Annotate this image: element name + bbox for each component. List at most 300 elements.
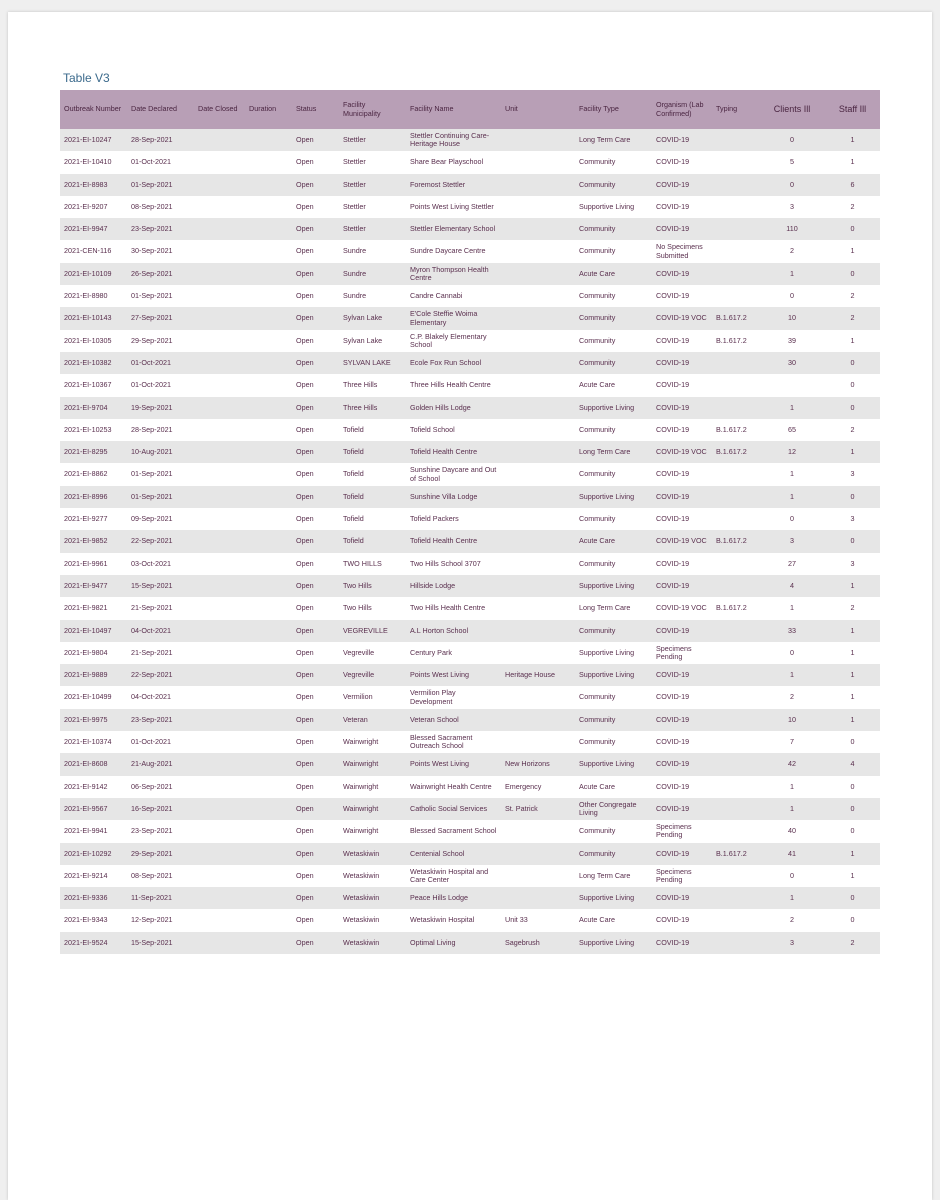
cell-typing: B.1.617.2 (716, 848, 747, 858)
cell-unit (501, 374, 575, 396)
table-row (60, 463, 880, 485)
cell-typing (712, 352, 759, 374)
cell-clients-ill: 33 (788, 625, 796, 635)
table-row (60, 530, 880, 552)
cell-status: Open (296, 781, 314, 791)
cell-facility-name: Veteran School (410, 714, 459, 724)
table-row (60, 441, 880, 463)
cell-staff-ill: 2 (850, 937, 855, 947)
cell-clients-ill: 2 (790, 915, 794, 925)
cell-date-declared: 29-Sep-2021 (131, 335, 173, 345)
cell-facility-municipality: Wainwright (343, 759, 379, 769)
cell-date-closed (194, 709, 245, 731)
cell-clients-ill: 30 (788, 357, 796, 367)
cell-typing (712, 174, 759, 196)
cell-unit (501, 731, 575, 753)
table-row (60, 865, 880, 887)
cell-duration (245, 932, 292, 954)
cell-facility-municipality: Sundre (343, 246, 367, 256)
cell-organism: COVID-19 (656, 291, 690, 301)
cell-facility-type: Community (579, 335, 616, 345)
cell-facility-name: Tofield School (410, 424, 455, 434)
cell-staff-ill: 0 (850, 380, 855, 390)
cell-unit (501, 419, 575, 441)
cell-date-closed (194, 374, 245, 396)
cell-outbreak-number: 2021-EI-9277 (64, 514, 108, 524)
cell-facility-municipality: Three Hills (343, 380, 378, 390)
cell-status: Open (296, 514, 314, 524)
cell-clients-ill: 2 (790, 246, 794, 256)
cell-typing: B.1.617.2 (716, 424, 747, 434)
cell-facility-type: Community (579, 424, 616, 434)
cell-date-closed (194, 151, 245, 173)
cell-typing: B.1.617.2 (716, 335, 747, 345)
cell-status: Open (296, 625, 314, 635)
cell-status: Open (296, 670, 314, 680)
cell-outbreak-number: 2021-EI-8608 (64, 759, 108, 769)
cell-clients-ill: 110 (786, 224, 798, 234)
cell-facility-type: Community (579, 157, 616, 167)
col-facility-name: Facility Name (410, 104, 454, 114)
cell-unit: Heritage House (505, 670, 555, 680)
cell-unit (501, 820, 575, 842)
cell-duration (245, 575, 292, 597)
cell-date-declared: 26-Sep-2021 (131, 268, 173, 278)
cell-date-declared: 04-Oct-2021 (131, 692, 171, 702)
cell-duration (245, 151, 292, 173)
cell-status: Open (296, 937, 314, 947)
cell-facility-name: Sunshine Villa Lodge (410, 491, 478, 501)
cell-facility-municipality: Tofield (343, 491, 364, 501)
table-row (60, 575, 880, 597)
cell-typing (712, 620, 759, 642)
cell-status: Open (296, 179, 314, 189)
cell-facility-name: Golden Hills Lodge (410, 402, 471, 412)
cell-status: Open (296, 447, 314, 457)
cell-outbreak-number: 2021-EI-9477 (64, 580, 108, 590)
cell-organism: Specimens Pending (656, 866, 692, 884)
cell-facility-name: Catholic Social Services (410, 803, 488, 813)
cell-date-declared: 01-Sep-2021 (131, 291, 173, 301)
cell-clients-ill: 39 (788, 335, 796, 345)
cell-staff-ill: 3 (850, 469, 855, 479)
cell-duration (245, 441, 292, 463)
cell-date-declared: 06-Sep-2021 (131, 781, 173, 791)
cell-unit: Unit 33 (505, 915, 528, 925)
cell-facility-name: Points West Living Stettler (410, 201, 494, 211)
cell-facility-name: Three Hills Health Centre (410, 380, 491, 390)
cell-duration (245, 843, 292, 865)
cell-date-closed (194, 441, 245, 463)
cell-facility-municipality: Tofield (343, 447, 364, 457)
cell-duration (245, 419, 292, 441)
cell-outbreak-number: 2021-EI-9142 (64, 781, 108, 791)
cell-facility-municipality: Sundre (343, 268, 367, 278)
cell-facility-name: Tofield Packers (410, 514, 459, 524)
cell-staff-ill: 0 (850, 781, 855, 791)
cell-outbreak-number: 2021-EI-9336 (64, 893, 108, 903)
cell-outbreak-number: 2021-EI-9947 (64, 224, 108, 234)
cell-status: Open (296, 803, 314, 813)
cell-facility-type: Community (579, 514, 616, 524)
cell-outbreak-number: 2021-EI-9852 (64, 536, 108, 546)
cell-facility-type: Community (579, 848, 616, 858)
cell-clients-ill: 3 (790, 536, 794, 546)
cell-facility-municipality: Three Hills (343, 402, 378, 412)
cell-facility-type: Community (579, 826, 616, 836)
cell-typing (712, 575, 759, 597)
cell-organism: COVID-19 (656, 737, 690, 747)
cell-duration (245, 129, 292, 151)
cell-date-closed (194, 352, 245, 374)
table-row (60, 932, 880, 954)
cell-status: Open (296, 580, 314, 590)
cell-staff-ill: 1 (850, 157, 855, 167)
cell-organism: COVID-19 (656, 491, 690, 501)
cell-clients-ill: 65 (788, 424, 796, 434)
cell-clients-ill: 1 (790, 402, 794, 412)
cell-outbreak-number: 2021-EI-10367 (64, 380, 112, 390)
cell-status: Open (296, 491, 314, 501)
cell-staff-ill: 1 (850, 246, 855, 256)
cell-facility-type: Community (579, 179, 616, 189)
cell-organism: COVID-19 (656, 157, 690, 167)
cell-organism: COVID-19 (656, 670, 690, 680)
cell-unit (501, 285, 575, 307)
cell-facility-name: Ecole Fox Run School (410, 357, 482, 367)
cell-unit (501, 397, 575, 419)
cell-duration (245, 352, 292, 374)
cell-typing (712, 218, 759, 240)
cell-date-closed (194, 865, 245, 887)
cell-duration (245, 530, 292, 552)
cell-unit (501, 151, 575, 173)
cell-date-closed (194, 731, 245, 753)
cell-clients-ill: 0 (790, 647, 794, 657)
cell-facility-name: Two Hills School 3707 (410, 558, 481, 568)
cell-typing (712, 865, 759, 887)
cell-facility-municipality: Stettler (343, 135, 366, 144)
cell-outbreak-number: 2021-EI-8980 (64, 291, 108, 301)
col-status: Status (296, 104, 317, 114)
cell-date-closed (194, 843, 245, 865)
cell-unit: New Horizons (505, 759, 550, 769)
cell-date-declared: 12-Sep-2021 (131, 915, 173, 925)
cell-date-declared: 28-Sep-2021 (131, 135, 173, 144)
cell-status: Open (296, 893, 314, 903)
table-row (60, 731, 880, 753)
header-row (60, 90, 880, 129)
cell-date-declared: 21-Aug-2021 (131, 759, 173, 769)
cell-typing (712, 463, 759, 485)
cell-duration (245, 597, 292, 619)
table-row (60, 218, 880, 240)
cell-date-closed (194, 887, 245, 909)
cell-staff-ill: 2 (850, 313, 855, 323)
cell-facility-name: Wetaskiwin Hospital and Care Center (410, 866, 489, 884)
cell-facility-municipality: TWO HILLS (343, 558, 382, 568)
cell-duration (245, 731, 292, 753)
cell-facility-type: Acute Care (579, 536, 615, 546)
cell-outbreak-number: 2021-EI-9207 (64, 201, 108, 211)
cell-duration (245, 620, 292, 642)
cell-staff-ill: 2 (850, 603, 855, 613)
cell-unit (501, 486, 575, 508)
cell-organism: COVID-19 (656, 803, 690, 813)
cell-clients-ill: 3 (790, 201, 794, 211)
cell-typing (712, 397, 759, 419)
col-facility-type: Facility Type (579, 104, 619, 114)
cell-typing (712, 686, 759, 708)
col-duration: Duration (249, 104, 277, 114)
cell-staff-ill: 0 (850, 491, 855, 501)
cell-unit (501, 575, 575, 597)
cell-staff-ill: 0 (850, 224, 855, 234)
cell-facility-type: Long Term Care (579, 135, 631, 144)
cell-facility-name: Blessed Sacrament School (410, 826, 497, 836)
cell-date-declared: 01-Oct-2021 (131, 357, 171, 367)
cell-organism: COVID-19 VOC (656, 313, 707, 323)
cell-outbreak-number: 2021-EI-8862 (64, 469, 108, 479)
cell-unit: St. Patrick (505, 803, 538, 813)
cell-facility-type: Community (579, 313, 616, 323)
cell-date-declared: 21-Sep-2021 (131, 603, 173, 613)
cell-facility-type: Long Term Care (579, 603, 631, 613)
cell-facility-type: Supportive Living (579, 402, 635, 412)
cell-facility-name: Share Bear Playschool (410, 157, 484, 167)
cell-facility-municipality: Stettler (343, 179, 366, 189)
table-row (60, 174, 880, 196)
cell-date-closed (194, 218, 245, 240)
cell-typing (712, 932, 759, 954)
cell-facility-municipality: Vegreville (343, 670, 375, 680)
cell-date-closed (194, 664, 245, 686)
cell-facility-type: Community (579, 224, 616, 234)
cell-facility-name: E'Cole Steffie Woima Elementary (410, 309, 478, 327)
cell-unit (501, 174, 575, 196)
cell-facility-type: Acute Care (579, 781, 615, 791)
table-row (60, 642, 880, 664)
table-row (60, 419, 880, 441)
cell-clients-ill: 1 (790, 670, 794, 680)
cell-date-declared: 21-Sep-2021 (131, 647, 173, 657)
cell-staff-ill: 1 (850, 848, 855, 858)
cell-date-closed (194, 686, 245, 708)
cell-date-closed (194, 753, 245, 775)
cell-typing (712, 240, 759, 262)
cell-staff-ill: 1 (850, 670, 855, 680)
cell-outbreak-number: 2021-EI-8295 (64, 447, 108, 457)
cell-status: Open (296, 313, 314, 323)
cell-typing: B.1.617.2 (716, 536, 747, 546)
cell-typing (712, 642, 759, 664)
cell-typing (712, 709, 759, 731)
cell-organism: COVID-19 (656, 848, 690, 858)
cell-duration (245, 664, 292, 686)
cell-facility-type: Supportive Living (579, 937, 635, 947)
cell-duration (245, 174, 292, 196)
table-row (60, 263, 880, 285)
cell-facility-name: Tofield Health Centre (410, 447, 478, 457)
cell-date-declared: 01-Oct-2021 (131, 737, 171, 747)
cell-date-declared: 23-Sep-2021 (131, 826, 173, 836)
cell-typing (712, 909, 759, 931)
cell-organism: Specimens Pending (656, 822, 692, 840)
cell-unit (501, 441, 575, 463)
cell-unit (501, 240, 575, 262)
table-row (60, 753, 880, 775)
cell-facility-name: Centenial School (410, 848, 465, 858)
cell-organism: COVID-19 (656, 380, 690, 390)
cell-status: Open (296, 357, 314, 367)
cell-outbreak-number: 2021-EI-9524 (64, 937, 108, 947)
cell-unit (501, 330, 575, 352)
cell-facility-type: Supportive Living (579, 670, 635, 680)
cell-clients-ill: 0 (790, 179, 794, 189)
cell-outbreak-number: 2021-EI-9214 (64, 870, 108, 880)
cell-facility-type: Community (579, 625, 616, 635)
table-row (60, 285, 880, 307)
cell-facility-type: Supportive Living (579, 580, 635, 590)
cell-status: Open (296, 558, 314, 568)
cell-typing (712, 374, 759, 396)
cell-facility-municipality: Stettler (343, 157, 366, 167)
cell-facility-type: Community (579, 692, 616, 702)
cell-clients-ill: 0 (790, 514, 794, 524)
cell-facility-municipality: Wetaskiwin (343, 915, 380, 925)
cell-unit (501, 508, 575, 530)
table-row (60, 597, 880, 619)
cell-clients-ill: 1 (790, 603, 794, 613)
cell-facility-name: Foremost Stettler (410, 179, 466, 189)
cell-status: Open (296, 915, 314, 925)
cell-organism: COVID-19 (656, 915, 690, 925)
cell-staff-ill: 1 (850, 870, 855, 880)
cell-organism: No Specimens Submitted (656, 242, 703, 260)
cell-organism: COVID-19 (656, 781, 690, 791)
cell-organism: COVID-19 (656, 580, 690, 590)
cell-staff-ill: 0 (850, 402, 855, 412)
cell-staff-ill: 0 (850, 268, 855, 278)
cell-facility-type: Acute Care (579, 380, 615, 390)
cell-staff-ill: 4 (850, 759, 855, 769)
cell-facility-municipality: Veteran (343, 714, 368, 724)
cell-organism: COVID-19 (656, 424, 690, 434)
cell-unit: Sagebrush (505, 937, 540, 947)
cell-duration (245, 330, 292, 352)
cell-organism: COVID-19 (656, 224, 690, 234)
cell-facility-municipality: Wetaskiwin (343, 893, 380, 903)
cell-facility-name: Candre Cannabi (410, 291, 463, 301)
cell-staff-ill: 0 (850, 536, 855, 546)
cell-staff-ill: 2 (850, 201, 855, 211)
cell-facility-name: Stettler Elementary School (410, 224, 496, 234)
cell-staff-ill: 3 (850, 514, 855, 524)
cell-unit (501, 865, 575, 887)
cell-unit (501, 352, 575, 374)
cell-clients-ill: 1 (790, 803, 794, 813)
cell-facility-name: Points West Living (410, 759, 469, 769)
cell-outbreak-number: 2021-EI-10143 (64, 313, 112, 323)
cell-date-declared: 01-Sep-2021 (131, 469, 173, 479)
cell-facility-type: Community (579, 558, 616, 568)
cell-organism: COVID-19 VOC (656, 536, 707, 546)
cell-duration (245, 240, 292, 262)
cell-duration (245, 776, 292, 798)
table-row (60, 486, 880, 508)
cell-facility-municipality: Two Hills (343, 580, 372, 590)
cell-duration (245, 686, 292, 708)
table-row (60, 843, 880, 865)
cell-duration (245, 218, 292, 240)
cell-typing (712, 151, 759, 173)
cell-facility-name: Vermilion Play Development (410, 688, 456, 706)
table-title: Table V3 (63, 71, 110, 85)
cell-typing: B.1.617.2 (716, 447, 747, 457)
table-row (60, 508, 880, 530)
cell-date-closed (194, 240, 245, 262)
col-facility-municipality: Facility Municipality (343, 100, 381, 118)
cell-date-declared: 29-Sep-2021 (131, 848, 173, 858)
cell-facility-municipality: Stettler (343, 201, 366, 211)
cell-date-closed (194, 553, 245, 575)
cell-status: Open (296, 737, 314, 747)
cell-date-closed (194, 285, 245, 307)
cell-typing (712, 553, 759, 575)
cell-facility-type: Supportive Living (579, 201, 635, 211)
table-row (60, 553, 880, 575)
cell-facility-type: Supportive Living (579, 647, 635, 657)
cell-date-declared: 19-Sep-2021 (131, 402, 173, 412)
cell-facility-municipality: Wainwright (343, 781, 379, 791)
cell-facility-type: Other Congregate Living (579, 799, 637, 818)
cell-typing: B.1.617.2 (716, 313, 747, 323)
cell-facility-name: C.P. Blakely Elementary School (410, 331, 487, 349)
cell-status: Open (296, 848, 314, 858)
cell-organism: COVID-19 (656, 469, 690, 479)
cell-date-declared: 22-Sep-2021 (131, 536, 173, 546)
cell-outbreak-number: 2021-EI-10292 (64, 848, 112, 858)
cell-date-closed (194, 642, 245, 664)
cell-facility-type: Supportive Living (579, 893, 635, 903)
cell-outbreak-number: 2021-EI-8983 (64, 179, 108, 189)
cell-date-declared: 04-Oct-2021 (131, 625, 171, 635)
cell-staff-ill: 6 (850, 179, 855, 189)
cell-facility-municipality: Vermilion (343, 692, 373, 702)
cell-facility-name: Two Hills Health Centre (410, 603, 486, 613)
cell-facility-type: Community (579, 246, 616, 256)
cell-typing (712, 753, 759, 775)
table-row (60, 887, 880, 909)
cell-duration (245, 820, 292, 842)
table-row (60, 664, 880, 686)
cell-typing (712, 263, 759, 285)
cell-facility-municipality: Tofield (343, 536, 364, 546)
cell-typing (712, 731, 759, 753)
cell-typing (712, 129, 759, 151)
cell-typing (712, 887, 759, 909)
cell-clients-ill: 1 (790, 893, 794, 903)
cell-outbreak-number: 2021-CEN-116 (64, 246, 112, 256)
cell-date-declared: 28-Sep-2021 (131, 424, 173, 434)
cell-status: Open (296, 402, 314, 412)
cell-date-closed (194, 798, 245, 820)
cell-organism: COVID-19 VOC (656, 603, 707, 613)
cell-date-closed (194, 820, 245, 842)
cell-date-closed (194, 129, 245, 151)
cell-facility-type: Community (579, 714, 616, 724)
cell-status: Open (296, 424, 314, 434)
